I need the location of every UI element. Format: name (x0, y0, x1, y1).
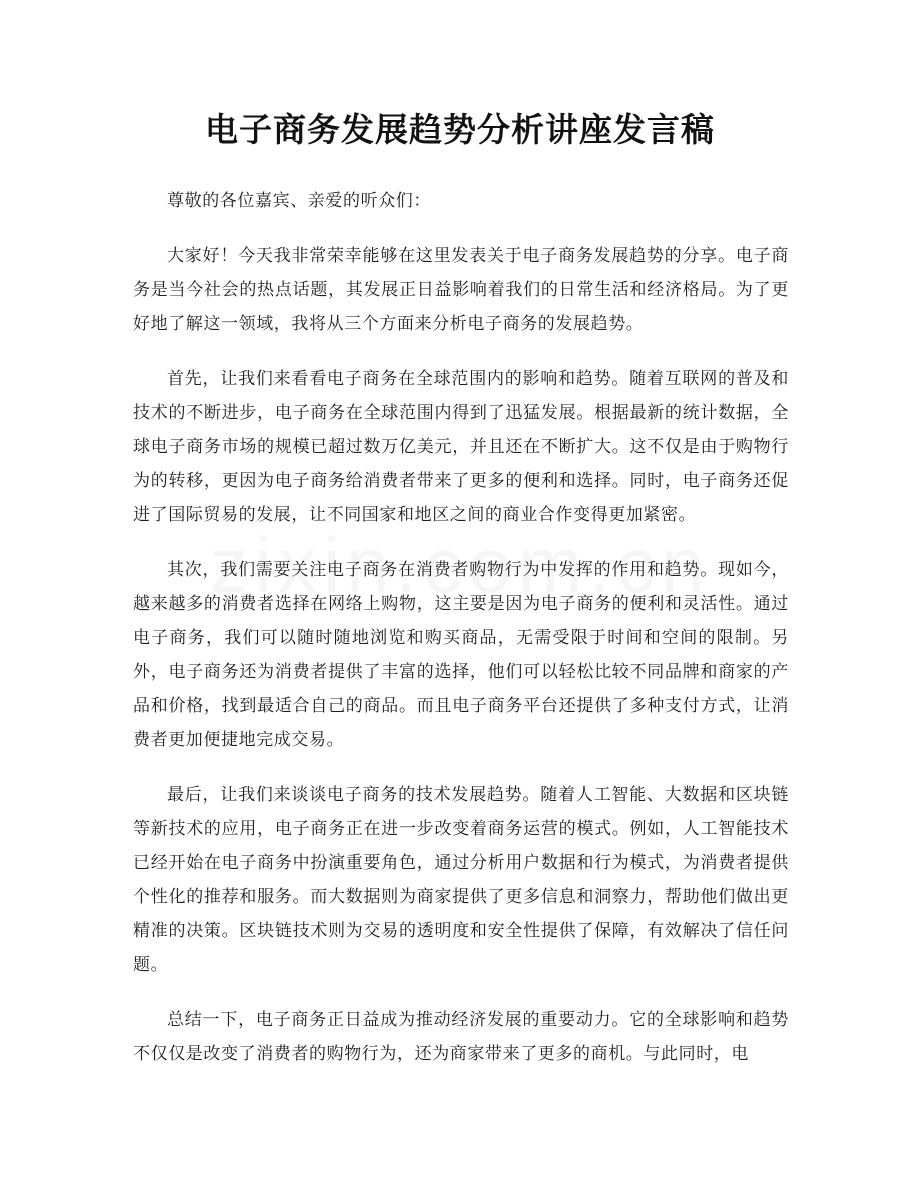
paragraph: 大家好！今天我非常荣幸能够在这里发表关于电子商务发展趋势的分享。电子商务是当今社会的热点话题，其发展正日益影响着我们的日常生活和经济格局。为了更好地了解这一领域，我将从三个方面来分析电子商务的发展趋势。 (133, 246, 789, 334)
paragraph: 最后，让我们来谈谈电子商务的技术发展趋势。随着人工智能、大数据和区块链等新技术的应用，电子商务正在进一步改变着商务运营的模式。例如，人工智能技术已经开始在电子商务中扮演重要角色，通过分析用户数据和行为模式，为消费者提供个性化的推荐和服务。而大数据则为商家提供了更多信息和洞察力，帮助他们做出更精准的决策。区块链技术则为交易的透明度和安全性提供了保障，有效解决了信任问题。 (133, 785, 789, 975)
paragraph: 其次，我们需要关注电子商务在消费者购物行为中发挥的作用和趋势。现如今，越来越多的消费者选择在网络上购物，这主要是因为电子商务的便利和灵活性。通过电子商务，我们可以随时随地浏览和购买商品，无需受限于时间和空间的限制。另外，电子商务还为消费者提供了丰富的选择，他们可以轻松比较不同品牌和商家的产品和价格，找到最适合自己的商品。而且电子商务平台还提供了多种支付方式，让消费者更加便捷地完成交易。 (133, 560, 789, 750)
paragraph: 首先，让我们来看看电子商务在全球范围内的影响和趋势。随着互联网的普及和技术的不断进步，电子商务在全球范围内得到了迅猛发展。根据最新的统计数据，全球电子商务市场的规模已超过数万亿美元，并且还在不断扩大。这不仅是由于购物行为的转移，更因为电子商务给消费者带来了更多的便利和选择。同时，电子商务还促进了国际贸易的发展，让不同国家和地区之间的商业合作变得更加紧密。 (133, 369, 789, 525)
document-body (133, 184, 789, 1092)
paragraph-salutation: 尊敬的各位嘉宾、亲爱的听众们： (167, 191, 431, 211)
paragraph: 总结一下，电子商务正日益成为推动经济发展的重要动力。它的全球影响和趋势不仅仅是改变了消费者的购物行为，还为商家带来了更多的商机。与此同时，电 (133, 1010, 789, 1064)
document-title: 电子商务发展趋势分析讲座发言稿 (205, 110, 715, 149)
